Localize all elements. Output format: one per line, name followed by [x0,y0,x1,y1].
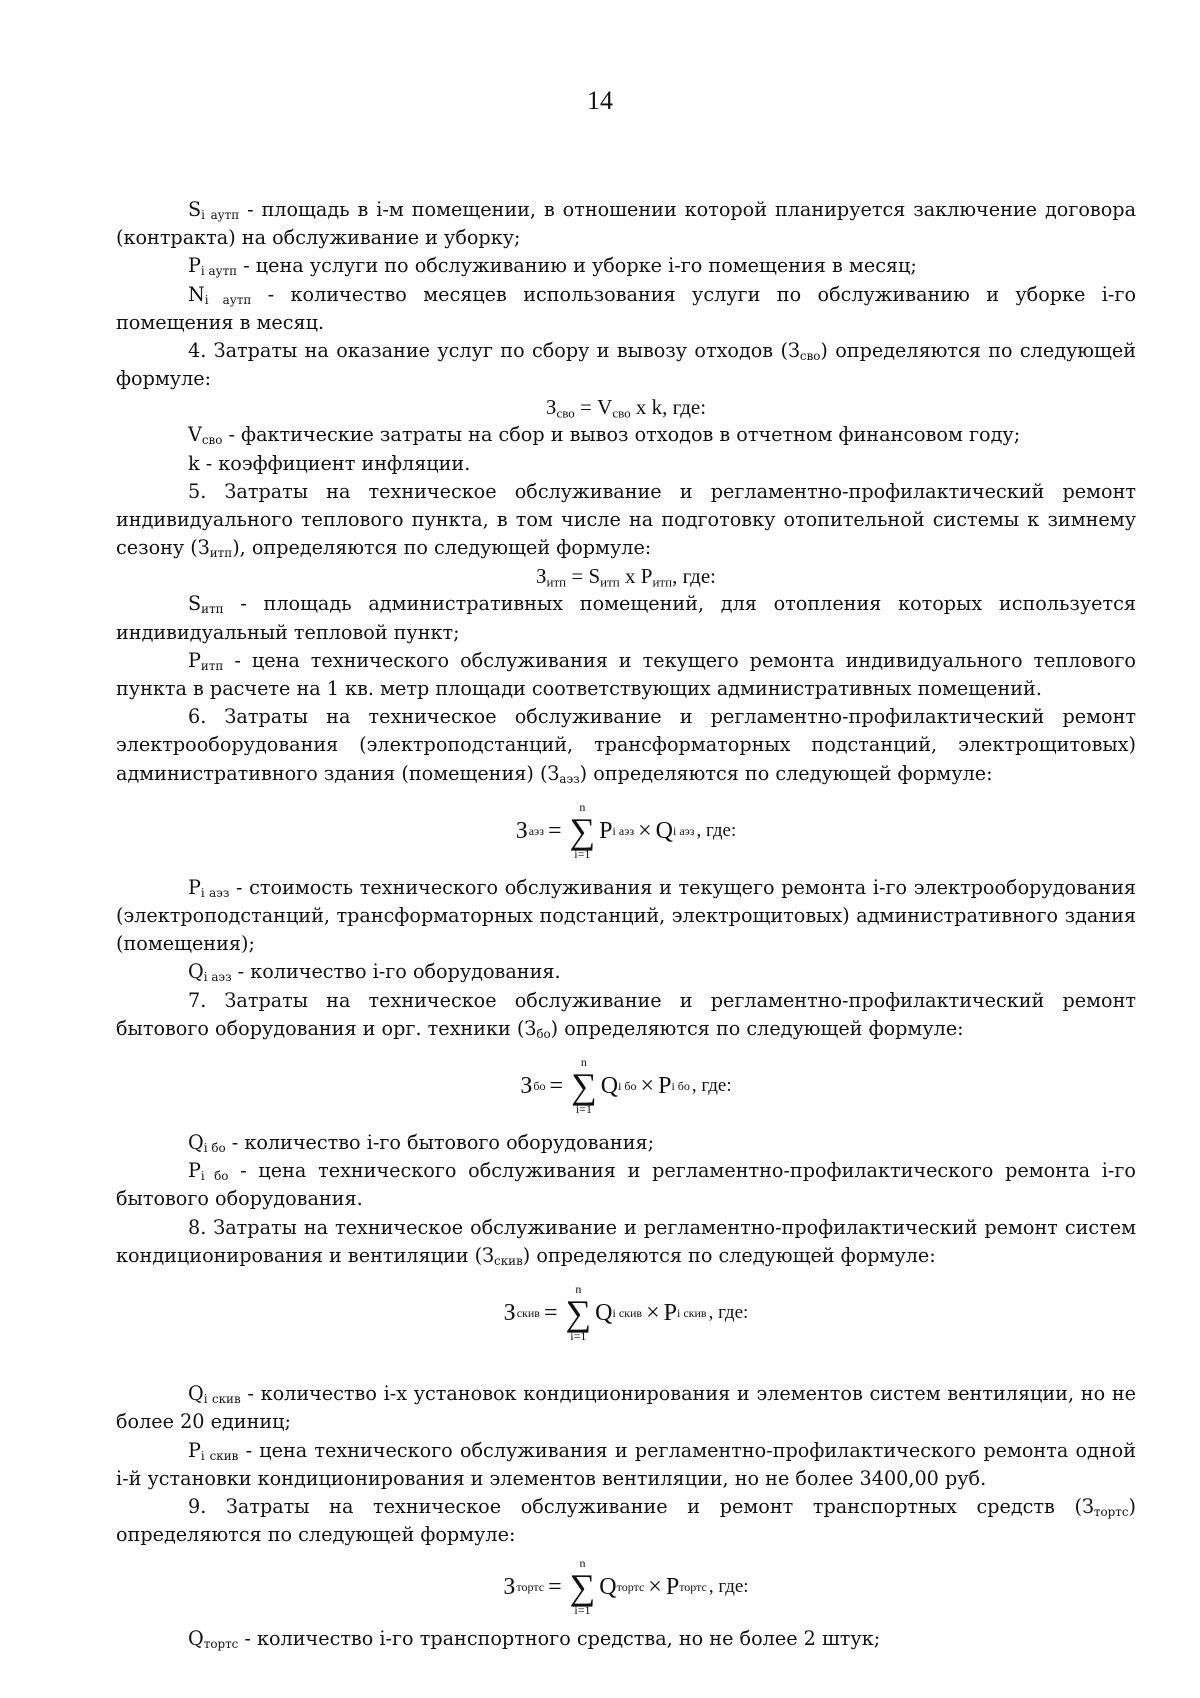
formula-tail: , где: [691,1074,732,1096]
formula-term-2: Q [655,817,673,844]
sigma-symbol: ∑ [571,1066,597,1107]
formula-lhs-subscript: тортс [516,1580,545,1595]
equals-sign: = [543,1299,558,1326]
formula-term-2-subscript: тортс [679,1580,707,1595]
formula-term-1-subscript: i аэз [612,823,635,838]
item-8-paragraph: 8. Затраты на техническое обслуживание и регламентно-профилактический ремонт систем кондиционирования и вентиляции $(З_{скив})$ определяются по следующей формуле: [116,1215,1136,1268]
definition-v-svo: $V_{сво}$ - фактические затраты на сбор и вывоз отходов в отчетном финансовом году; [188,423,1021,448]
formula-term-2: P [658,1072,672,1099]
formula-term-1: P [599,817,613,844]
definition-q-torts: $Q_{тортс}$ - количество i-го транспортного средства, но не более 2 штук; [188,1627,881,1652]
sigma-symbol: ∑ [565,1293,592,1334]
equals-sign: = [549,1072,564,1099]
page-number: 14 [587,86,613,115]
formula-term-1-subscript: тортс [616,1580,645,1595]
formula-tail: , где: [708,1576,749,1598]
formula-term-1: Q [595,1299,613,1326]
formula-term-1: Q [600,1072,619,1099]
item-5-paragraph: 5. Затраты на техническое обслуживание и регламентно-профилактический ремонт индивидуального теплового пункта, в том числе на подготовку отопительной системы к зимнему сезону $(З_{итп})$, определяются по следующей формуле: [116,479,1136,561]
document-body [116,196,1136,1654]
formula-tail: , где: [708,1301,749,1323]
definition-p-autp: $P_{i аутп}$ - цена услуги по обслуживанию и уборке i-го помещения в месяц; [188,254,917,279]
item-6-paragraph: 6. Затраты на техническое обслуживание и регламентно-профилактический ремонт электрооборудования (электроподстанций, трансформаторных подстанций, электрощитовых) административного здания (помещения) $(З_{аэз})$ определяются по следующей формуле: [116,705,1136,786]
formula-term-2: P [665,1574,680,1601]
multiply-sign: × [638,817,652,844]
formula-torts [116,1549,1136,1625]
formula-term-1: Q [599,1574,617,1601]
sum-lower-limit: i=1 [570,1329,587,1344]
summation-operator [566,1283,592,1343]
definition-p-aez: $P_{i аэз}$ - стоимость технического обслуживания и текущего ремонта i-го электрооборудования (электроподстанций, трансформаторных подстанций, электрощитовых) административного здания (помещения); [116,875,1136,956]
summation-operator [571,1056,597,1116]
equals-sign: = [548,1574,562,1601]
sum-lower-limit: i=1 [574,846,591,861]
definition-s-itp: $S_{итп}$ - площадь административных помещений, для отопления которых используется индивидуальный тепловой пункт; [116,592,1136,644]
formula-skiv [116,1270,1136,1356]
multiply-sign: × [648,1574,662,1601]
sum-lower-limit: i=1 [574,1603,591,1618]
definition-p-bo: $P_{i бо}$ - цена технического обслуживания и регламентно-профилактического ремонта i-го бытового оборудования. [116,1159,1136,1211]
formula-tail: , где: [696,819,737,841]
item-7-paragraph: 7. Затраты на техническое обслуживание и регламентно-профилактический ремонт бытового оборудования и орг. техники $(З_{бо})$ определяются по следующей формуле: [116,988,1136,1041]
definition-s-autp: $S_{i аутп}$ - площадь в i-м помещении, в отношении которой планируется заключение договора (контракта) на обслуживание и уборку; [116,198,1137,250]
formula-aez [116,788,1136,874]
definition-k: k - коэффициент инфляции. [188,451,471,475]
multiply-sign: × [640,1072,655,1099]
sum-upper-limit: n [580,1055,587,1070]
summation-operator [570,801,596,861]
formula-bo [116,1043,1136,1129]
formula-lhs-subscript: бо [533,1078,546,1093]
definition-q-skiv: $Q_{i скив}$ - количество i-х установок кондиционирования и элементов систем вентиляции, но не более 20 единиц; [116,1382,1136,1434]
definition-p-itp: $P_{итп}$ - цена технического обслуживания и текущего ремонта индивидуального теплового пункта в расчете на 1 кв. метр площади соответствующих административных помещений. [116,648,1136,701]
formula-term-1-subscript: i скив [612,1305,643,1320]
sigma-symbol: ∑ [569,1567,596,1608]
formula-term-2: P [663,1299,677,1326]
sum-upper-limit: n [579,1556,586,1571]
formula-itp: $З_{итп} = S_{итп}$ x $P_{итп}$, где: [535,564,717,590]
sigma-symbol: ∑ [569,810,596,851]
equals-sign: = [547,817,562,844]
definition-p-skiv: $P_{i скив}$ - цена технического обслуживания и регламентно-профилактического ремонта одной i-й установки кондиционирования и элементов вентиляции, но не более 3400,00 руб. [116,1438,1136,1490]
definition-q-aez: $Q_{i аэз}$ - количество i-го оборудования. [188,960,561,985]
definition-q-bo: $Q_{i бо}$ - количество i-го бытового оборудования; [188,1131,655,1156]
formula-lhs: З [503,1299,516,1326]
formula-lhs-subscript: аэз [528,823,544,838]
formula-lhs-subscript: скив [516,1305,540,1320]
summation-operator [570,1557,596,1617]
formula-lhs: З [520,1072,533,1099]
formula-term-1-subscript: i бо [618,1078,637,1093]
formula-lhs: З [503,1574,516,1601]
sum-upper-limit: n [579,799,586,814]
formula-term-2-subscript: i аэз [672,823,695,838]
item-4-paragraph: 4. Затраты на оказание услуг по сбору и вывозу отходов $(З_{сво})$ определяются по следующей формуле: [116,339,1136,391]
formula-svo: $З_{сво} = V_{сво}$ x k, где: [545,395,707,421]
formula-term-2-subscript: i скив [677,1305,707,1320]
sum-lower-limit: i=1 [575,1102,592,1117]
formula-lhs: З [515,817,528,844]
definition-n-autp: $N_{i аутп}$ - количество месяцев использования услуги по обслуживанию и уборке i-го помещения в месяц. [116,282,1137,334]
formula-term-2-subscript: i бо [671,1078,690,1093]
multiply-sign: × [646,1299,660,1326]
sum-upper-limit: n [575,1282,582,1297]
item-9-paragraph: 9. Затраты на техническое обслуживание и ремонт транспортных средств $(З_{тортс})$ определяются по следующей формуле: [116,1494,1136,1547]
